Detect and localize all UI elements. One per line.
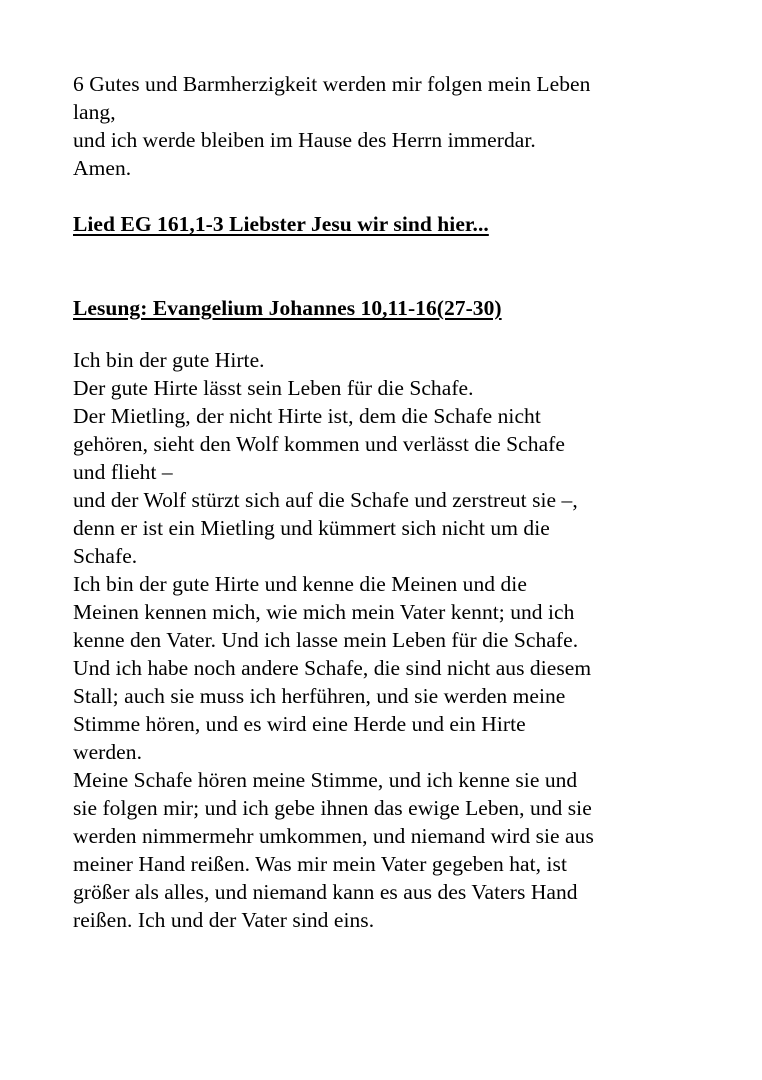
hymn-heading-text: Lied EG 161,1-3 Liebster Jesu wir sind hier...	[73, 212, 489, 236]
text-line: Meinen kennen mich, wie mich mein Vater kennt; und ich	[73, 600, 575, 624]
text-line: werden.	[73, 740, 142, 764]
text-line: reißen. Ich und der Vater sind eins.	[73, 908, 375, 932]
text-line: Und ich habe noch andere Schafe, die sind nicht aus diesem	[73, 656, 592, 680]
text-line: meiner Hand reißen. Was mir mein Vater gegeben hat, ist	[73, 852, 567, 876]
text-line: denn er ist ein Mietling und kümmert sich nicht um die	[73, 516, 550, 540]
text-line: lang,	[73, 100, 116, 124]
text-line: und der Wolf stürzt sich auf die Schafe und zerstreut sie –,	[73, 488, 578, 512]
text-line: größer als alles, und niemand kann es aus des Vaters Hand	[73, 880, 578, 904]
text-line: Stimme hören, und es wird eine Herde und ein Hirte	[73, 712, 526, 736]
spacer	[73, 238, 690, 294]
text-line: Meine Schafe hören meine Stimme, und ich kenne sie und	[73, 768, 578, 792]
document-body	[73, 70, 690, 934]
text-line: werden nimmermehr umkommen, und niemand wird sie aus	[73, 824, 594, 848]
text-line: kenne den Vater. Und ich lasse mein Leben für die Schafe.	[73, 628, 579, 652]
text-line: gehören, sieht den Wolf kommen und verlässt die Schafe	[73, 432, 565, 456]
reading-heading	[73, 294, 690, 322]
text-line: Ich bin der gute Hirte.	[73, 348, 265, 372]
text-line: Der gute Hirte lässt sein Leben für die Schafe.	[73, 376, 474, 400]
psalm-closing-paragraph	[73, 70, 690, 182]
text-line: Ich bin der gute Hirte und kenne die Meinen und die	[73, 572, 527, 596]
text-line: 6 Gutes und Barmherzigkeit werden mir folgen mein Leben	[73, 72, 591, 96]
spacer	[73, 182, 690, 210]
text-line: und ich werde bleiben im Hause des Herrn immerdar.	[73, 128, 536, 152]
text-line: Amen.	[73, 156, 132, 180]
reading-heading-text: Lesung: Evangelium Johannes 10,11-16(27-30)	[73, 296, 502, 320]
text-line: Stall; auch sie muss ich herführen, und sie werden meine	[73, 684, 566, 708]
reading-body-paragraph	[73, 346, 690, 934]
hymn-heading	[73, 210, 690, 238]
spacer	[73, 322, 690, 346]
text-line: und flieht –	[73, 460, 173, 484]
text-line: sie folgen mir; und ich gebe ihnen das ewige Leben, und sie	[73, 796, 592, 820]
text-line: Schafe.	[73, 544, 138, 568]
text-line: Der Mietling, der nicht Hirte ist, dem die Schafe nicht	[73, 404, 541, 428]
